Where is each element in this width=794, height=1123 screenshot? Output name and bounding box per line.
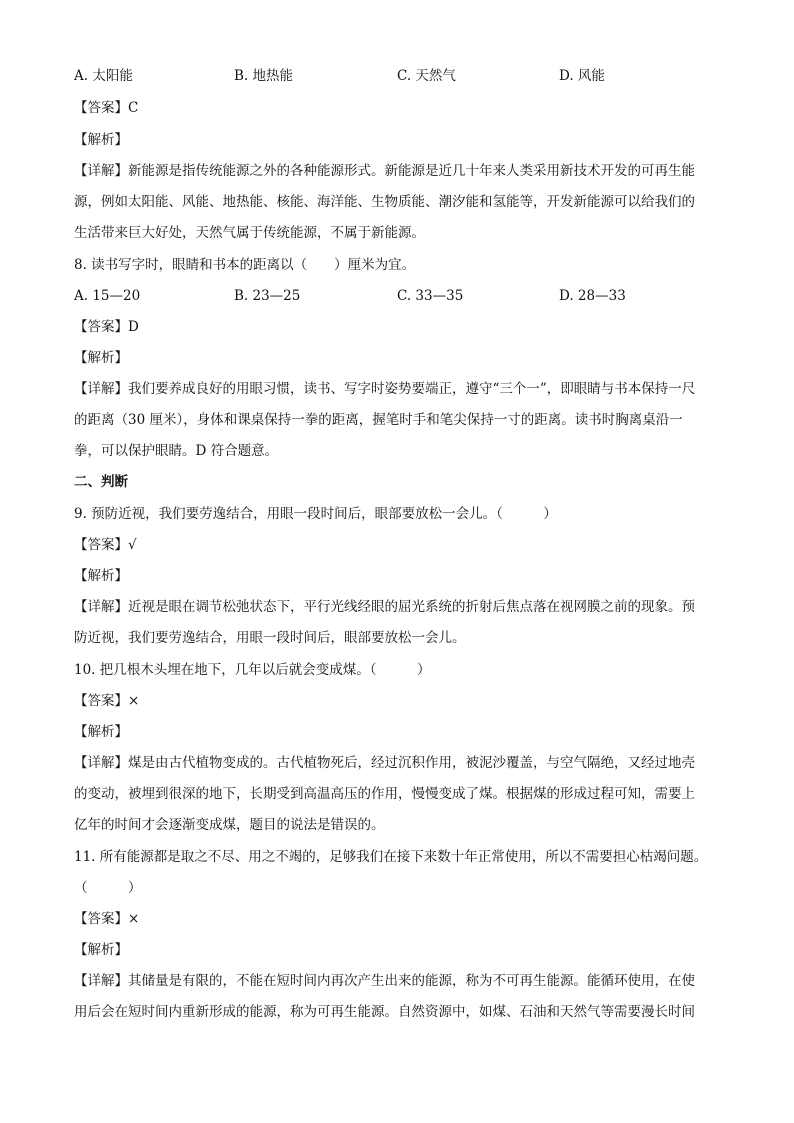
q10-answer: 【答案】× <box>74 693 140 709</box>
q7-options <box>74 66 724 86</box>
q8-detail-line-2: 的距离（30 厘米），身体和课桌保持一拳的距离，握笔时手和笔尖保持一寸的距离。读书时胸离桌沿一 <box>74 412 683 428</box>
q11-question-line-2: （ ） <box>74 880 142 896</box>
q10-detail-line-2: 的变动，被埋到很深的地下，长期受到高温高压的作用，慢慢变成了煤。根据煤的形成过程可知，需要上 <box>74 786 695 802</box>
q9-question: 9. 预防近视，我们要劳逸结合，用眼一段时间后，眼部要放松一会儿。（ ） <box>74 506 557 522</box>
q8-answer: 【答案】D <box>74 319 139 335</box>
q7-answer: 【答案】C <box>74 100 139 116</box>
q8-question: 8. 读书写字时，眼睛和书本的距离以（ ）厘米为宜。 <box>74 257 416 273</box>
q8-detail-line-3: 拳，可以保护眼睛。D 符合题意。 <box>74 443 279 459</box>
q11-analysis-label: 【解析】 <box>74 942 128 958</box>
q7-analysis-label: 【解析】 <box>74 132 128 148</box>
q8-options <box>74 286 724 306</box>
q7-detail-line-1: 【详解】新能源是指传统能源之外的各种能源形式。新能源是近几十年来人类采用新技术开发的可再生能 <box>74 163 695 179</box>
q8-analysis-label: 【解析】 <box>74 350 128 366</box>
q11-question-line-1: 11. 所有能源都是取之不尽、用之不竭的，足够我们在接下来数十年正常使用，所以不需要担心枯竭问题。 <box>74 849 708 865</box>
q7-option-b: B. 地热能 <box>234 68 294 84</box>
q8-option-c: C. 33—35 <box>397 288 464 304</box>
q8-option-b: B. 23—25 <box>234 288 301 304</box>
q7-detail-line-3: 生活带来巨大好处，天然气属于传统能源，不属于新能源。 <box>74 225 425 241</box>
section-title: 二、判断 <box>74 474 128 490</box>
q7-option-d: D. 风能 <box>559 68 605 84</box>
q8-option-d: D. 28—33 <box>559 288 626 304</box>
q9-answer: 【答案】√ <box>74 537 137 553</box>
q8-detail-line-1: 【详解】我们要养成良好的用眼习惯，读书、写字时姿势要端正，遵守“三个一”，即眼睛与书本保持一尺 <box>74 381 696 397</box>
q7-option-a: A. 太阳能 <box>74 68 133 84</box>
q11-answer: 【答案】× <box>74 911 140 927</box>
q10-analysis-label: 【解析】 <box>74 724 128 740</box>
q7-detail-line-2: 源，例如太阳能、风能、地热能、核能、海洋能、生物质能、潮汐能和氢能等，开发新能源可以给我们的 <box>74 194 695 210</box>
q8-option-a: A. 15—20 <box>74 288 141 304</box>
q10-question: 10. 把几根木头埋在地下，几年以后就会变成煤。（ ） <box>74 662 431 678</box>
q7-option-c: C. 天然气 <box>397 68 456 84</box>
q9-detail-line-1: 【详解】近视是眼在调节松弛状态下，平行光线经眼的屈光系统的折射后焦点落在视网膜之前的现象。预 <box>74 599 695 615</box>
q10-detail-line-3: 亿年的时间才会逐渐变成煤，题目的说法是错误的。 <box>74 817 385 833</box>
q11-detail-line-1: 【详解】其储量是有限的，不能在短时间内再次产生出来的能源，称为不可再生能源。能循环使用，在使 <box>74 973 695 989</box>
q9-analysis-label: 【解析】 <box>74 568 128 584</box>
q11-detail-line-2: 用后会在短时间内重新形成的能源，称为可再生能源。自然资源中，如煤、石油和天然气等需要漫长时间 <box>74 1004 695 1020</box>
q9-detail-line-2: 防近视，我们要劳逸结合，用眼一段时间后，眼部要放松一会儿。 <box>74 630 466 646</box>
q10-detail-line-1: 【详解】煤是由古代植物变成的。古代植物死后，经过沉积作用，被泥沙覆盖，与空气隔绝，又经过地壳 <box>74 755 695 771</box>
